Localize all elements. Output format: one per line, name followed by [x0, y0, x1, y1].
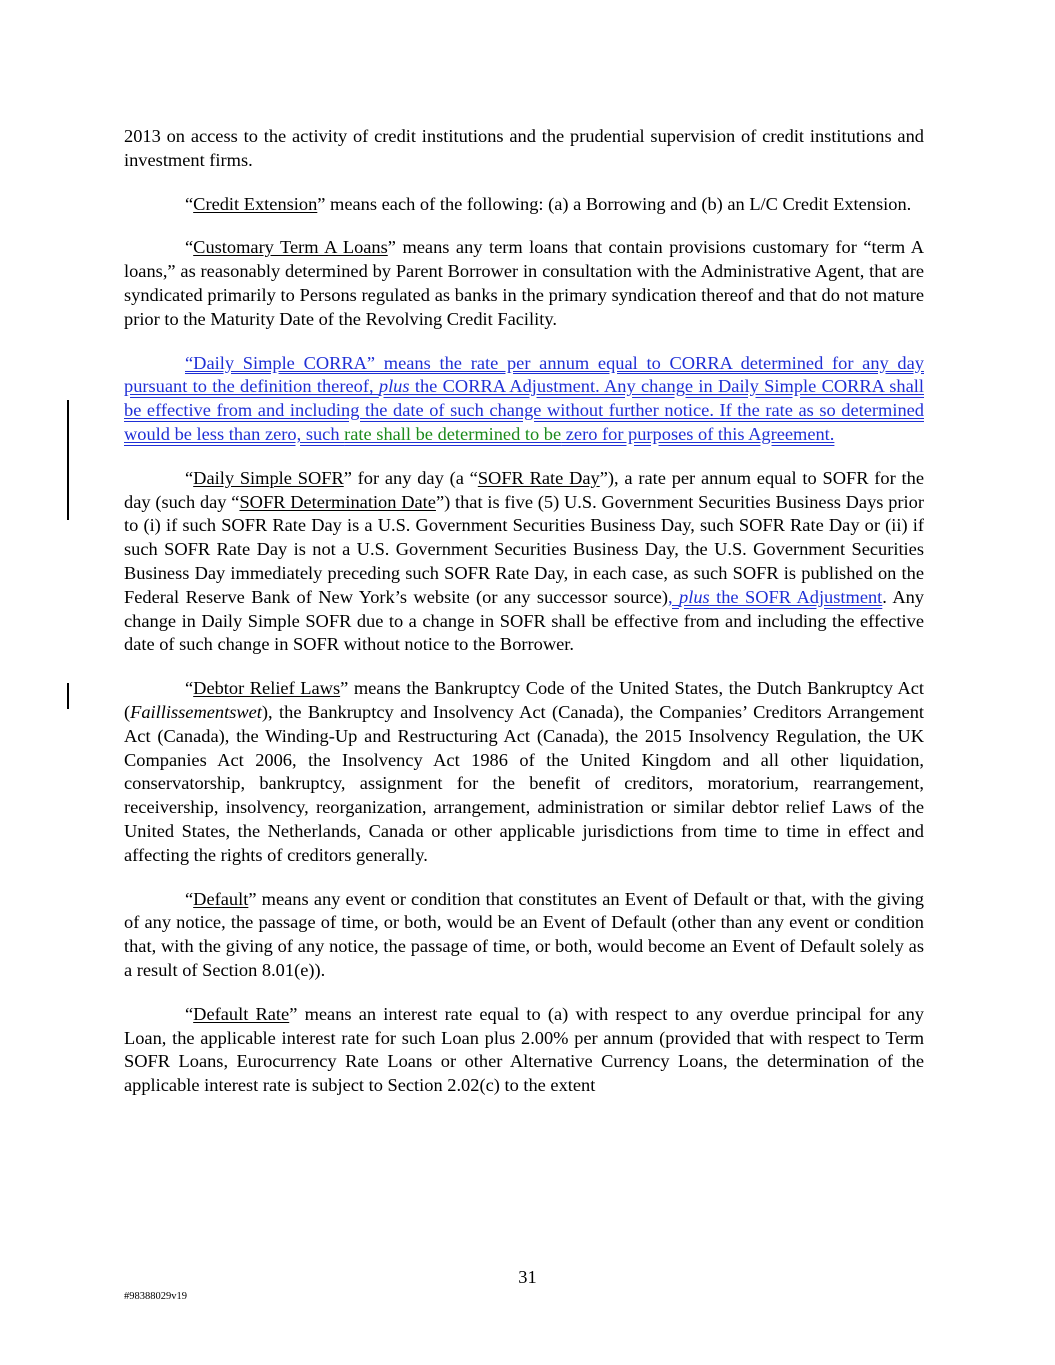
definition-default [124, 888, 924, 983]
definition-text: ), the Bankruptcy and Insolvency Act (Canada), the Companies’ Creditors Arrangement Act (Canada), the Winding-Up and Restructuring Act (Canada), the 2015 Insolvency Regulation, the UK Companies Act 2006, the Insolvency Act 1986 of the United Kingdom and all other liquidation, conservatorship, bankruptcy, assignment for the benefit of creditors, moratorium, rearrangement, receivership, insolvency, reorganization, arrangement, administration or similar debtor relief Laws of the United States, the Netherlands, Canada or other applicable jurisdictions from time to time in effect and affecting the rights of creditors generally. [124, 701, 924, 865]
italic-text: Faillissementswet [130, 701, 262, 722]
open-quote: “ [185, 1003, 194, 1024]
open-quote: “ [185, 193, 194, 214]
definition-text: . Any change in Daily Simple SOFR due to a change in SOFR shall be effective from and including the effective date of such change in SOFR without notice to the Borrower. [124, 586, 924, 655]
definition-text: ” means each of the following: (a) a Borrowing and (b) an L/C Credit Extension. [317, 193, 912, 214]
inserted-italic-plus: plus [679, 586, 710, 607]
inserted-text: the CORRA Adjustment. Any change in Daily Simple CORRA shall be effective from and including the date of such change without further notice. If the rate as so determined would be less than zero, such [124, 376, 924, 444]
change-bar-sofr-adjustment [67, 683, 69, 709]
defined-term: Customary Term A Loans [193, 237, 388, 258]
inserted-text: the SOFR Adjustment [709, 586, 883, 607]
definition-text: ” means the Bankruptcy Code of the United States, the Dutch Bankruptcy Act ( [124, 678, 924, 722]
definition-text: ”), a rate per annum equal to SOFR for the day (such day “ [124, 467, 924, 512]
inserted-italic-plus: plus [378, 376, 410, 397]
inserted-text: , [667, 586, 680, 607]
defined-term: Default Rate [193, 1003, 290, 1024]
document-body [124, 125, 924, 1118]
defined-term: Credit Extension [193, 193, 318, 214]
open-quote: “ [185, 467, 194, 488]
inserted-text: zero for purposes of this Agreement. [561, 423, 835, 444]
paragraph-continuation: 2013 on access to the activity of credit institutions and the prudential supervision of credit institutions and investment firms. [124, 126, 924, 170]
open-quote: “ [185, 237, 194, 258]
defined-term: Default [193, 888, 249, 909]
definition-default-rate [124, 1003, 924, 1098]
open-quote: “ [185, 678, 194, 699]
defined-term: Daily Simple SOFR [193, 467, 344, 488]
document-id: #98388029v19 [124, 1291, 187, 1302]
definition-daily-simple-corra-inserted [124, 352, 924, 447]
definition-text: ” means an interest rate equal to (a) with respect to any overdue principal for any Loan, the applicable interest rate for such Loan plus 2.00% per annum (provided that with respect to Term SOFR Loans, Eurocurrency Rate Loans or other Alternative Currency Loans, the determination of the applicable interest rate is subject to Section 2.02(c) to the extent [124, 1003, 924, 1096]
definition-text: ” for any day (a “ [343, 467, 478, 488]
definition-text: ”) that is five (5) U.S. Government Securities Business Days prior to (i) if such SOFR Rate Day is a U.S. Government Securities Business Day, such SOFR Rate Day or (ii) if such SOFR Rate Day is not a U.S. Government Securities Business Day, the U.S. Government Securities Business Day immediately preceding such SOFR Rate Day, in each case, as such SOFR is published on the Federal Reserve Bank of New York’s website (or any successor source) [124, 491, 924, 607]
defined-term: SOFR Rate Day [477, 467, 600, 488]
open-quote: “ [185, 888, 194, 909]
definition-daily-simple-sofr [124, 467, 924, 657]
definition-debtor-relief-laws [124, 677, 924, 867]
change-bar-corra [67, 400, 69, 520]
defined-term: SOFR Determination Date [239, 491, 436, 512]
definition-text: ” means any term loans that contain provisions customary for “term A loans,” as reasonably determined by Parent Borrower in consultation with the Administrative Agent, that are syndicated primarily to Persons regulated as banks in the primary syndication thereof and that do not mature prior to the Maturity Date of the Revolving Credit Facility. [124, 237, 924, 329]
definition-credit-extension [124, 193, 924, 217]
inserted-text: “Daily Simple CORRA” means the rate per annum equal to CORRA determined for any day pursuant to the definition thereof, [124, 352, 924, 397]
defined-term: Debtor Relief Laws [193, 678, 341, 699]
definition-customary-term-a-loans [124, 236, 924, 331]
page-number: 31 [518, 1267, 537, 1287]
definition-text: ” means any event or condition that constitutes an Event of Default or that, with the giving of any notice, the passage of time, or both, would be an Event of Default (other than any event or condition that, with the giving of any notice, the passage of time, or both, would become an Event of Default solely as a result of Section 8.01(e)). [124, 888, 924, 980]
moved-text: rate shall be determined to be [344, 423, 562, 444]
